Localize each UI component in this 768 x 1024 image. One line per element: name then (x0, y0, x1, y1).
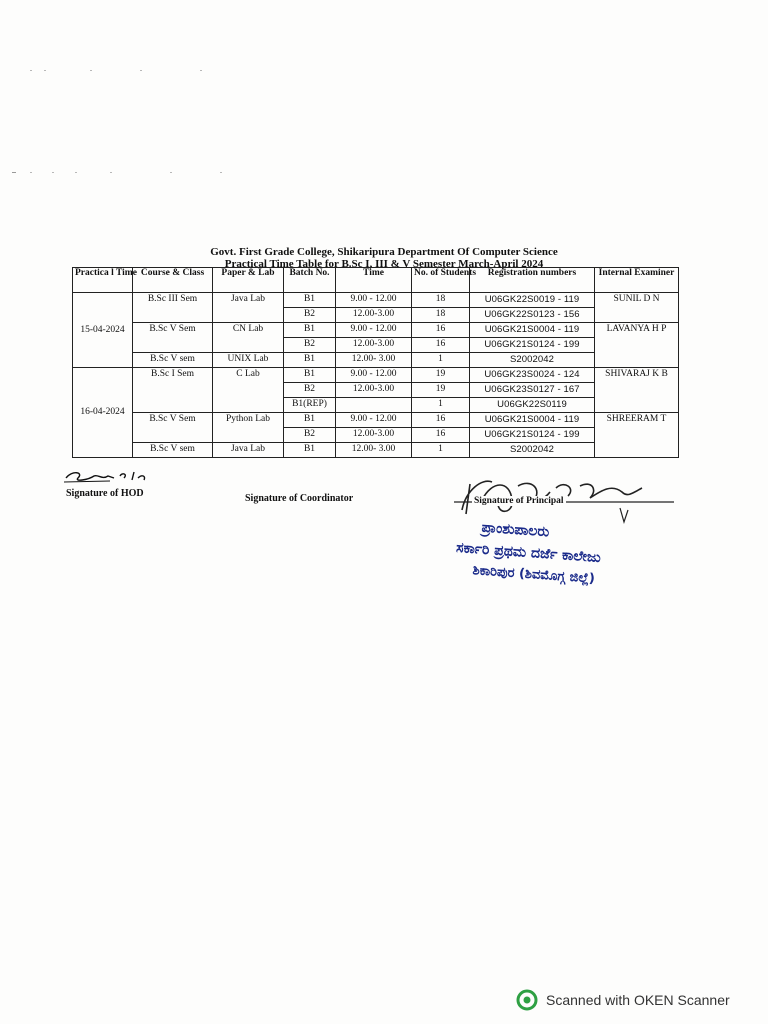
registration-cell: U06GK21S0004 - 119 (470, 413, 595, 428)
time-cell: 9.00 - 12.00 (336, 368, 412, 383)
table-row (73, 413, 679, 428)
paper-cell: Python Lab (213, 413, 284, 443)
students-cell: 19 (412, 368, 470, 383)
hod-signature-label: Signature of HOD (66, 488, 144, 499)
stamp-line-2: ಸರ್ಕಾರಿ ಪ್ರಥಮ ದರ್ಜೆ ಕಾಲೇಜು (455, 539, 602, 567)
time-cell: 12.00-3.00 (336, 383, 412, 398)
document-subtitle: Practical Time Table for B.Sc I, III & V Semester March-April 2024 (224, 258, 544, 270)
registration-cell: S2002042 (470, 443, 595, 458)
header-no-students: No. of Students (412, 268, 470, 293)
time-cell: 12.00- 3.00 (336, 353, 412, 368)
batch-cell: B2 (284, 338, 336, 353)
paper-cell: Java Lab (213, 293, 284, 323)
header-registration-numbers: Registration numbers (470, 268, 595, 293)
time-cell: 12.00-3.00 (336, 338, 412, 353)
batch-cell: B1(REP) (284, 398, 336, 413)
course-cell: B.Sc V sem (133, 353, 213, 368)
principal-stamp (454, 515, 603, 591)
course-cell: B.Sc III Sem (133, 293, 213, 323)
batch-cell: B1 (284, 293, 336, 308)
paper-cell: C Lab (213, 368, 284, 413)
registration-cell: U06GK21S0004 - 119 (470, 323, 595, 338)
header-time: Time (336, 268, 412, 293)
time-cell: 9.00 - 12.00 (336, 413, 412, 428)
examiner-cell: LAVANYA H P (595, 323, 679, 368)
students-cell: 16 (412, 413, 470, 428)
students-cell: 19 (412, 383, 470, 398)
batch-cell: B1 (284, 323, 336, 338)
scan-noise (0, 70, 768, 72)
time-cell: 9.00 - 12.00 (336, 323, 412, 338)
principal-signature-label: Signature of Principal (474, 496, 564, 506)
scanner-watermark (516, 989, 730, 1011)
table-header-row (73, 268, 679, 293)
registration-cell: U06GK22S0123 - 156 (470, 308, 595, 323)
batch-cell: B2 (284, 383, 336, 398)
examiner-cell: SHIVARAJ K B (595, 368, 679, 413)
course-cell: B.Sc V Sem (133, 413, 213, 443)
table-row (73, 323, 679, 338)
header-course-class: Course & Class (133, 268, 213, 293)
timetable (72, 267, 679, 458)
coordinator-signature-label: Signature of Coordinator (245, 493, 354, 504)
time-cell (336, 398, 412, 413)
batch-cell: B2 (284, 428, 336, 443)
students-cell: 16 (412, 428, 470, 443)
time-cell: 12.00-3.00 (336, 428, 412, 443)
date-cell: 16-04-2024 (73, 368, 133, 458)
students-cell: 1 (412, 353, 470, 368)
time-cell: 12.00-3.00 (336, 308, 412, 323)
batch-cell: B1 (284, 443, 336, 458)
students-cell: 16 (412, 338, 470, 353)
registration-cell: U06GK23S0127 - 167 (470, 383, 595, 398)
stamp-line-1: ಪ್ರಾಂಶುಪಾಲರು (481, 519, 550, 541)
registration-cell: U06GK22S0019 - 119 (470, 293, 595, 308)
table-row (73, 443, 679, 458)
students-cell: 1 (412, 398, 470, 413)
registration-cell: U06GK21S0124 - 199 (470, 428, 595, 443)
examiner-cell: SHREERAM T (595, 413, 679, 458)
header-practical-time: Practica l Time (73, 268, 133, 293)
paper-cell: CN Lab (213, 323, 284, 353)
batch-cell: B1 (284, 353, 336, 368)
registration-cell: S2002042 (470, 353, 595, 368)
date-cell: 15-04-2024 (73, 293, 133, 368)
time-cell: 9.00 - 12.00 (336, 293, 412, 308)
table-row (73, 293, 679, 308)
registration-cell: U06GK23S0024 - 124 (470, 368, 595, 383)
oken-logo-icon (516, 989, 538, 1011)
batch-cell: B1 (284, 368, 336, 383)
hod-signature-scribble (62, 466, 172, 486)
course-cell: B.Sc V sem (133, 443, 213, 458)
batch-cell: B2 (284, 308, 336, 323)
paper-cell: UNIX Lab (213, 353, 284, 368)
scanner-text: Scanned with OKEN Scanner (546, 992, 730, 1008)
header-batch-no: Batch No. (284, 268, 336, 293)
course-cell: B.Sc I Sem (133, 368, 213, 413)
table-row (73, 368, 679, 383)
registration-cell: U06GK22S0119 (470, 398, 595, 413)
course-cell: B.Sc V Sem (133, 323, 213, 353)
batch-cell: B1 (284, 413, 336, 428)
scan-noise (0, 172, 768, 174)
header-internal-examiner: Internal Examiner (595, 268, 679, 293)
students-cell: 1 (412, 443, 470, 458)
table-row (73, 353, 679, 368)
students-cell: 18 (412, 308, 470, 323)
examiner-cell: SUNIL D N (595, 293, 679, 323)
time-cell: 12.00- 3.00 (336, 443, 412, 458)
paper-cell: Java Lab (213, 443, 284, 458)
students-cell: 18 (412, 293, 470, 308)
document-title: Govt. First Grade College, Shikaripura Department Of Computer Science (210, 246, 558, 258)
registration-cell: U06GK21S0124 - 199 (470, 338, 595, 353)
header-paper-lab: Paper & Lab (213, 268, 284, 293)
stamp-line-3: ಶಿಕಾರಿಪುರ (ಶಿವಮೊಗ್ಗ ಜಿಲ್ಲೆ) (472, 563, 596, 587)
students-cell: 16 (412, 323, 470, 338)
